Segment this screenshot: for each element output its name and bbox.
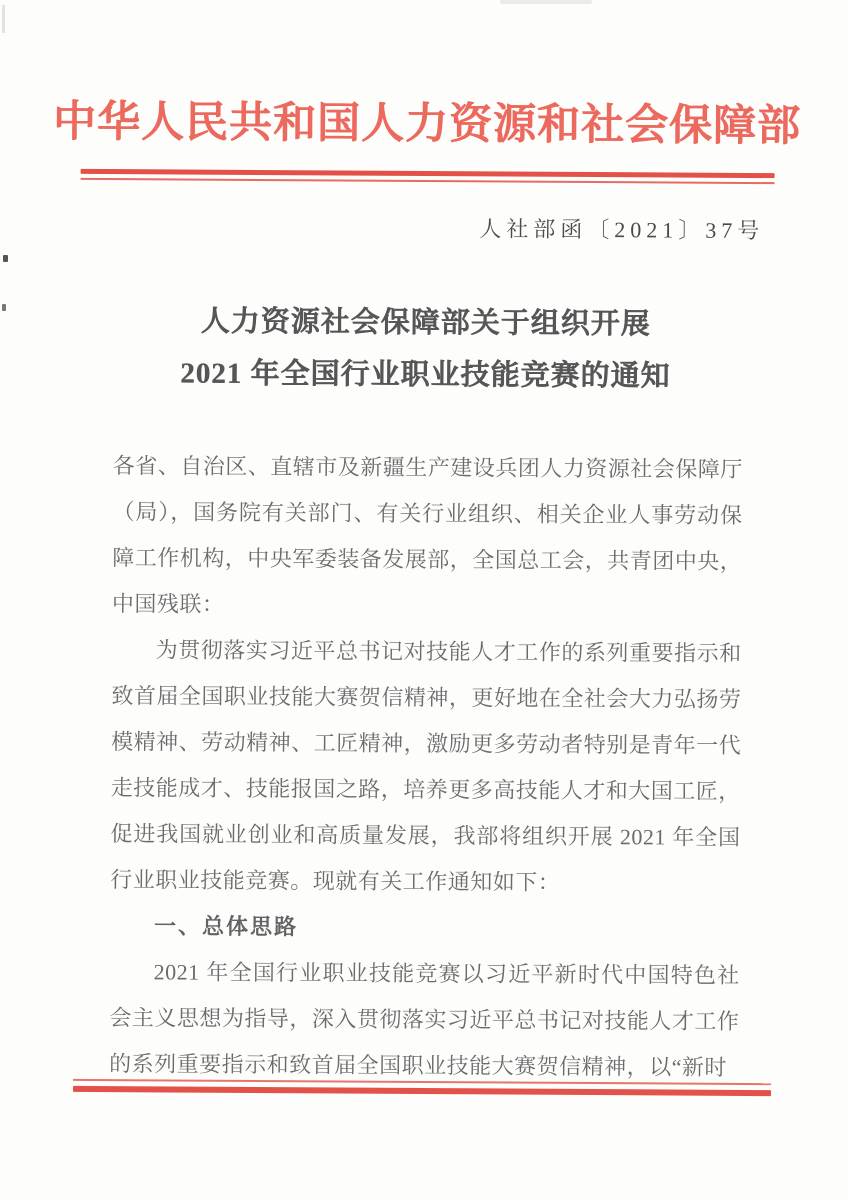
document-body: [109, 443, 743, 1091]
document-title-line1: 人力资源社会保障部关于组织开展: [200, 305, 651, 341]
footer-separator-thick: [73, 1086, 771, 1096]
section-1-paragraph: 2021 年全国行业职业技能竞赛以习近平新时代中国特色社会主义思想为指导，深入贯彻落实习近平总书记对技能人才工作的系列重要指示和致首届全国职业技能大赛贺信精神，以“新时: [109, 959, 740, 1080]
section-1-heading: 一、总体思路: [153, 913, 299, 940]
document-title: [1, 294, 848, 403]
document-title-line2: 2021 年全国行业职业技能竞赛的通知: [180, 357, 671, 393]
salutation-paragraph: 各省、自治区、直辖市及新疆生产建设兵团人力资源社会保障厅（局），国务院有关部门、有关行业组织、相关企业人事劳动保障工作机构，中央军委装备发展部，全国总工会，共青团中央，中国残联：: [111, 453, 743, 617]
letterhead-title: 中华人民共和国人力资源和社会保障部: [52, 98, 802, 151]
body-paragraph-1: 为贯彻落实习近平总书记对技能人才工作的系列重要指示和致首届全国职业技能大赛贺信精神，更好地在全社会大力弘扬劳模精神、劳动精神、工匠精神，激励更多劳动者特别是青年一代走技能成才、技能报国之路，培养更多高技能人才和大国工匠，促进我国就业创业和高质量发展，我部将组织开展 2021 年全国行业职业技能竞赛。现就有关工作通知如下：: [110, 637, 742, 895]
header-separator-thin: [81, 178, 775, 184]
document-number: 人社部函〔2021〕37号: [479, 216, 765, 244]
header-separator-thick: [81, 169, 775, 178]
